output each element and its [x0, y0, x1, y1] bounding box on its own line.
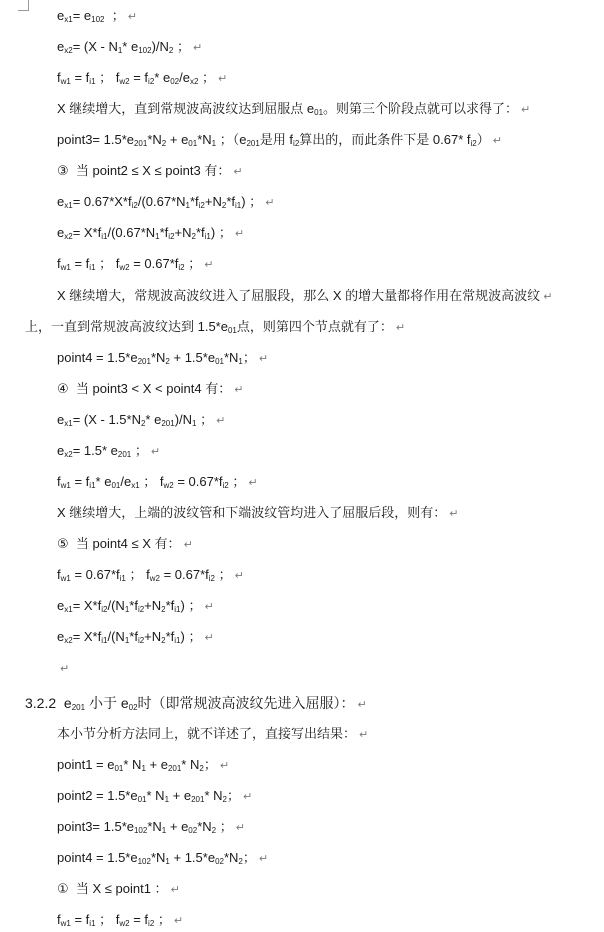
line-content: point1 = $e_{01}*$ $N_1 + e_{201}*$ $N_2$； [57, 757, 217, 773]
paragraph-mark-icon: ↵ [204, 259, 214, 271]
line-content: ⑤ 当 point4 ≤ X 有： [57, 536, 181, 551]
line-content: point4 = $1.5*e_{102}*N_1 + 1.5*e_{02}*N_2$； [57, 850, 256, 866]
line-content: $f_{w1} = f_{i1}$ ； $f_{w2} = f_{i2}*$ $e_{02}/e_{x2}$ ； [57, 70, 216, 86]
line-content: $f_{w1} = f_{i1}*$ $e_{01}/e_{x1}$ ； $f_{w2} = 0.67*f_{i2}$ ； [57, 474, 246, 490]
line-content: point2 = $1.5*e_{01}*$ $N_1 + e_{201}*$ $N_2$； [57, 788, 240, 804]
line-content: X 继续增大，上端的波纹管和下端波纹管均进入了屈服后段，则有： [57, 505, 447, 520]
paragraph-mark-icon: ↵ [258, 353, 269, 365]
paragraph-mark-icon: ↵ [173, 915, 184, 927]
text-line [57, 504, 459, 523]
text-line [57, 162, 243, 181]
text-line [57, 7, 137, 26]
paragraph-mark-icon: ↵ [395, 322, 406, 334]
text-line [57, 380, 243, 399]
text-line [57, 725, 368, 744]
paragraph-mark-icon: ↵ [170, 884, 180, 896]
text-line [25, 318, 405, 337]
paragraph-mark-icon: ↵ [192, 42, 203, 54]
paragraph-mark-icon: ↵ [60, 663, 70, 675]
paragraph-mark-icon: ↵ [233, 166, 243, 178]
line-content: $e_{x1}= 0.67*X*f_{i2}/(0.67*N_1*f_{i2}+N_2*f_{i1})$ ； [57, 194, 263, 210]
text-line [57, 911, 183, 930]
line-content: point3= $1.5*e_{201}*N_2 + e_{01}*N_1$ ；（$e_{201}$是用 $f_{i2}$算出的，而此条件下是 0.67* $f_{i2}$） [57, 132, 490, 148]
text-line [57, 38, 202, 57]
paragraph-mark-icon: ↵ [357, 699, 367, 711]
paragraph-mark-icon: ↵ [216, 415, 226, 427]
paragraph-mark-icon: ↵ [127, 11, 137, 23]
text-line [57, 100, 530, 119]
line-content: $f_{w1} = f_{i1}$ ； $f_{w2} = 0.67*f_{i2}$ ； [57, 256, 202, 272]
text-line [57, 473, 258, 492]
page-corner-mark [18, 0, 29, 11]
paragraph-mark-icon: ↵ [248, 477, 258, 489]
line-content: ③ 当 point2 ≤ X ≤ point3 有： [57, 163, 231, 178]
text-line [57, 628, 214, 647]
line-content: X 继续增大，直到常规波高波纹达到屈服点 $e_{01}$。则第三个阶段点就可以求得了： [57, 101, 519, 117]
text-line [57, 255, 213, 274]
text-line [57, 756, 229, 775]
paragraph-mark-icon: ↵ [218, 73, 228, 85]
text-line [57, 566, 244, 585]
paragraph-mark-icon: ↵ [204, 632, 214, 644]
line-content: 本小节分析方法同上，就不详述了，直接写出结果： [57, 726, 357, 741]
line-content: $e_{x2}= (X - N_1*$ $e_{102})/N_2$ ； [57, 39, 190, 55]
paragraph-mark-icon: ↵ [492, 135, 502, 147]
line-content: point3= $1.5*e_{102}*N_1 + e_{02}*N_2$ ； [57, 819, 233, 835]
paragraph-mark-icon: ↵ [183, 539, 193, 551]
paragraph-mark-icon: ↵ [234, 570, 244, 582]
text-line [57, 787, 252, 806]
text-line [57, 659, 69, 678]
section-heading [25, 694, 367, 714]
text-line [57, 224, 244, 243]
text-line [57, 442, 160, 461]
line-content: ① 当 X ≤ point1 ： [57, 881, 168, 896]
paragraph-mark-icon: ↵ [204, 601, 214, 613]
line-content: $e_{x1}= (X - 1.5*N_2*$ $e_{201})/N_1$ ； [57, 412, 214, 428]
text-line [57, 131, 502, 150]
line-content: $e_{x2}= 1.5*$ $e_{201}$ ； [57, 443, 148, 459]
line-content: X 继续增大，常规波高波纹进入了屈服段，那么 X 的增大量都将作用在常规波高波纹 [57, 288, 541, 303]
paragraph-mark-icon: ↵ [150, 446, 161, 458]
text-line [57, 849, 268, 868]
paragraph-mark-icon: ↵ [521, 104, 531, 116]
paragraph-mark-icon: ↵ [234, 384, 244, 396]
line-content: $e_{x2}= X*f_{i1}/(0.67*N_1*f_{i2}+N_2*f_{i1})$ ； [57, 225, 232, 241]
line-content: $f_{w1} = 0.67*f_{i1}$ ； $f_{w2} = 0.67*f_{i2}$ ； [57, 567, 232, 583]
text-line [57, 349, 268, 368]
text-line [57, 193, 274, 212]
line-content: $e_{x1}= e_{102}$ ； [57, 8, 125, 24]
paragraph-mark-icon: ↵ [265, 197, 275, 209]
paragraph-mark-icon: ↵ [258, 853, 269, 865]
text-line [57, 535, 193, 554]
line-content: 上，一直到常规波高波纹达到 $1.5*e_{01}$点，则第四个节点就有了： [25, 319, 393, 335]
line-content: 3.2.2 $e_{201}$ 小于 $e_{02}$时（即常规波高波纹先进入屈服）： [25, 695, 355, 712]
text-line [57, 597, 214, 616]
paragraph-mark-icon: ↵ [359, 729, 369, 741]
line-content: ④ 当 point3 < X < point4 有： [57, 381, 232, 396]
paragraph-mark-icon: ↵ [219, 760, 230, 772]
paragraph-mark-icon: ↵ [234, 228, 245, 240]
paragraph-mark-icon: ↵ [543, 291, 553, 303]
paragraph-mark-icon: ↵ [449, 508, 459, 520]
text-line [57, 287, 552, 306]
text-line [57, 411, 225, 430]
text-line [57, 818, 245, 837]
line-content: point4 = $1.5*e_{201}*N_2 + 1.5*e_{01}*N_1$； [57, 350, 256, 366]
paragraph-mark-icon: ↵ [242, 791, 253, 803]
paragraph-mark-icon: ↵ [235, 822, 245, 834]
line-content: $f_{w1} = f_{i1}$ ； $f_{w2} = f_{i2}$ ； [57, 912, 171, 928]
text-line [57, 880, 180, 899]
line-content: $e_{x2}= X*f_{i1}/(N_1*f_{i2}+N_2*f_{i1})$ ； [57, 629, 202, 645]
text-line [57, 69, 227, 88]
line-content: $e_{x1}= X*f_{i2}/(N_1*f_{i2}+N_2*f_{i1})$ ； [57, 598, 202, 614]
